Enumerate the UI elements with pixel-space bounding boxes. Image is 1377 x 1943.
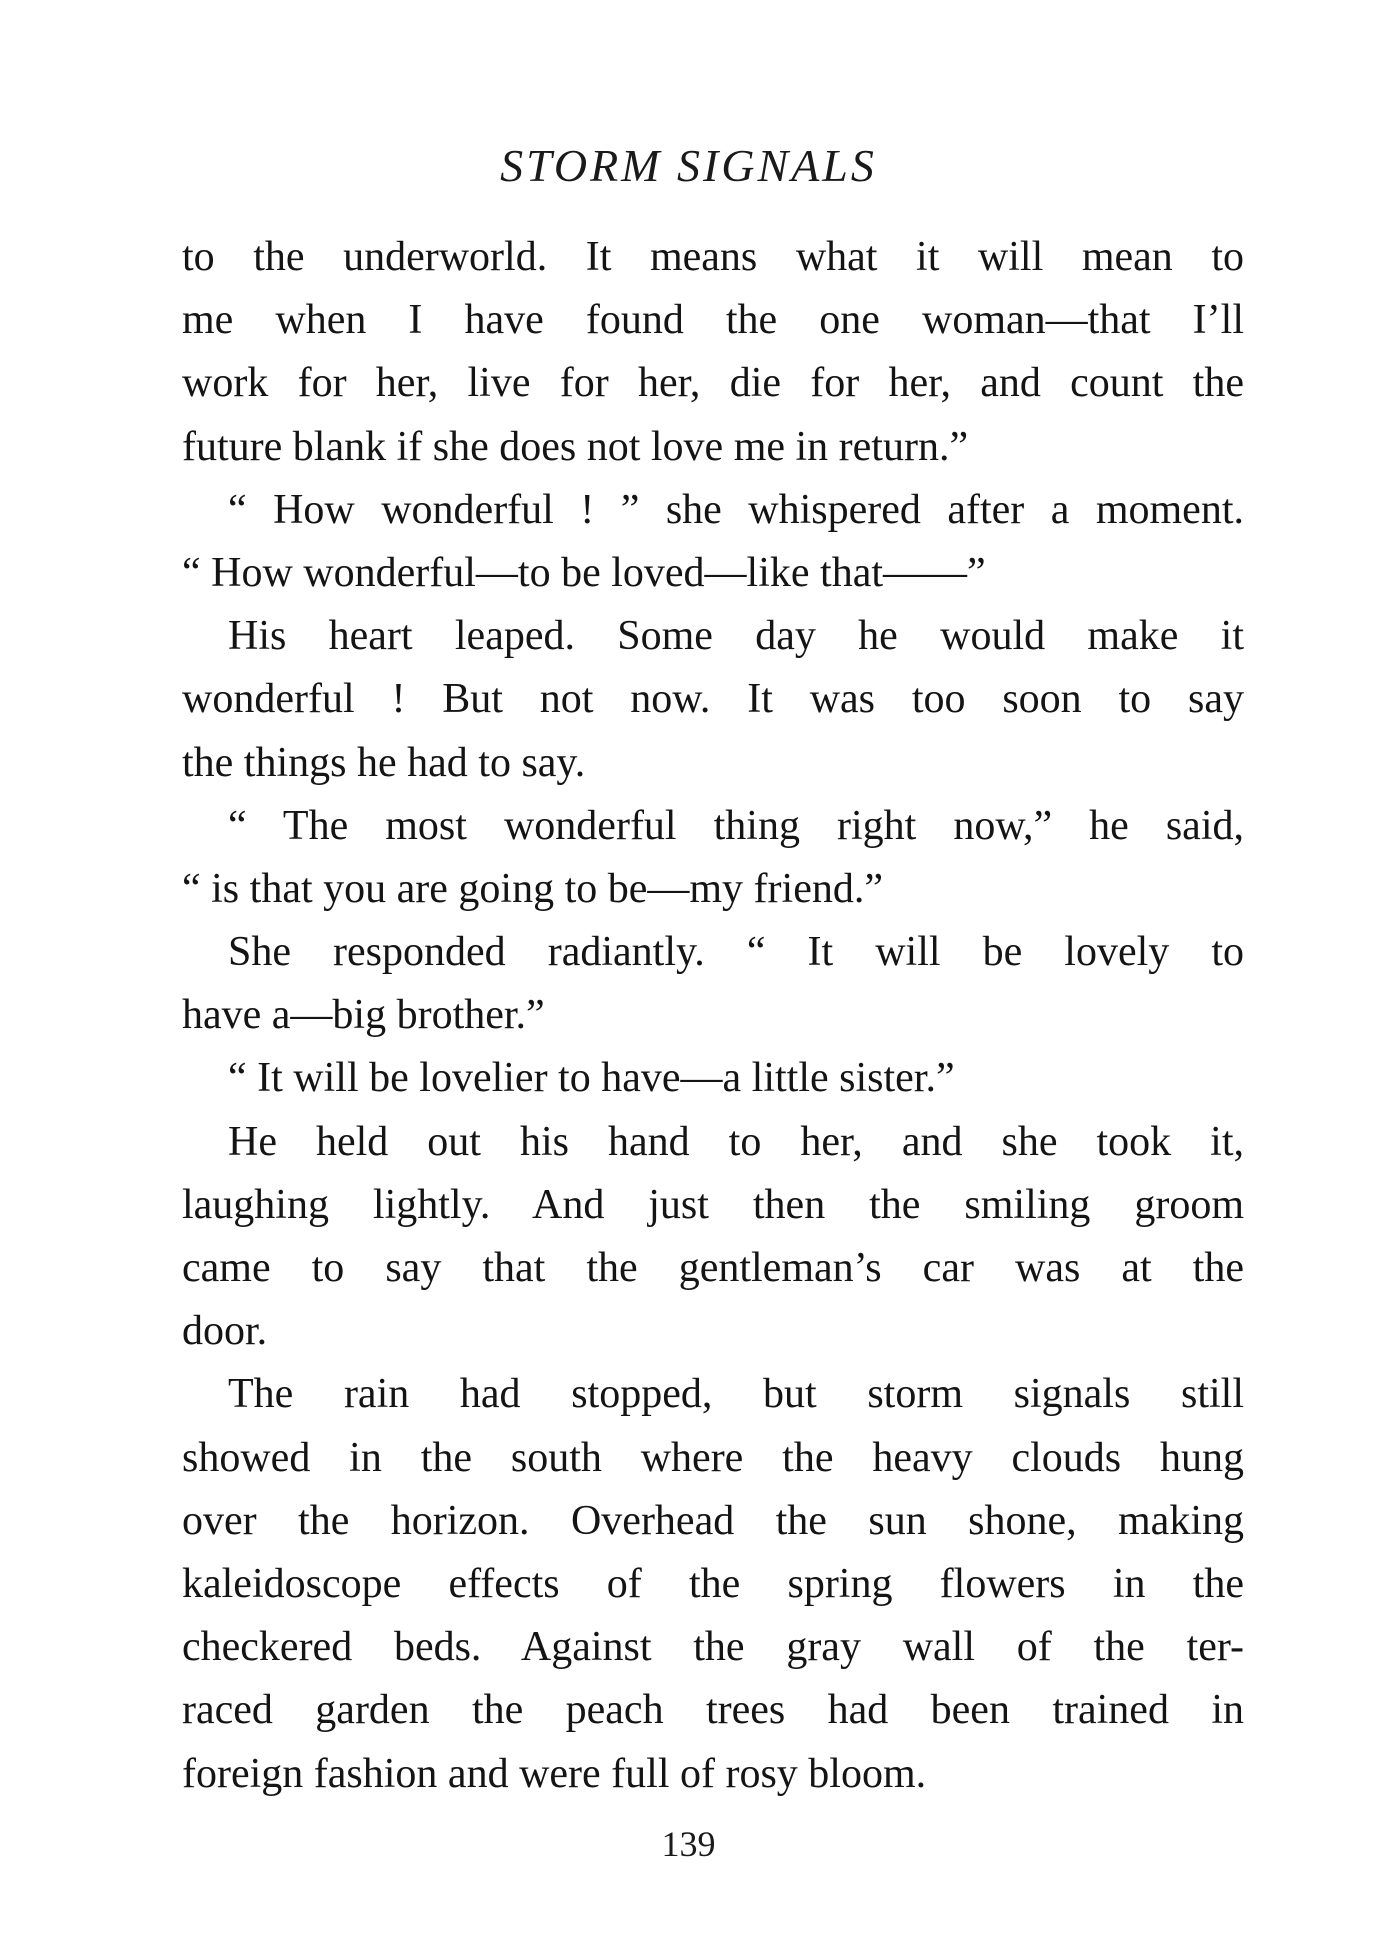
text-line: checkered beds. Against the gray wall of the ter- [182, 1624, 1244, 1671]
text-line: showed in the south where the heavy clouds hung [182, 1434, 1244, 1481]
text-line: The rain had stopped, but storm signals still [228, 1371, 1244, 1418]
body-text [182, 226, 1244, 1806]
text-line: to the underworld. It means what it will mean to [182, 234, 1244, 280]
running-head: STORM SIGNALS [500, 140, 877, 191]
text-line: raced garden the peach trees had been trained in [182, 1687, 1244, 1734]
text-line: “ The most wonderful thing right now,” he said, [228, 802, 1244, 849]
text-line: He held out his hand to her, and she took it, [228, 1118, 1244, 1165]
text-line: came to say that the gentleman’s car was at the [182, 1245, 1244, 1291]
text-line: future blank if she does not love me in return.” [182, 423, 969, 470]
text-line: His heart leaped. Some day he would make it [228, 613, 1244, 660]
text-line: “ is that you are going to be—my friend.” [182, 865, 883, 912]
text-line: kaleidoscope effects of the spring flowers in the [182, 1560, 1244, 1607]
text-line: the things he had to say. [182, 739, 586, 786]
text-line: She responded radiantly. “ It will be lovely to [228, 929, 1244, 976]
text-line: laughing lightly. And just then the smiling groom [182, 1181, 1244, 1228]
text-line: “ How wonderful ! ” she whispered after a moment. [228, 486, 1244, 533]
text-line: have a—big brother.” [182, 992, 545, 1039]
text-line: door. [182, 1308, 268, 1355]
text-line: “ How wonderful—to be loved—like that——” [182, 549, 986, 596]
text-line: wonderful ! But not now. It was too soon to say [182, 676, 1244, 723]
text-line: over the horizon. Overhead the sun shone, making [182, 1497, 1244, 1544]
text-line: work for her, live for her, die for her, and count the [182, 360, 1244, 407]
text-line: “ It will be lovelier to have—a little sister.” [228, 1055, 955, 1102]
text-line: me when I have found the one woman—that I’ll [182, 297, 1244, 344]
text-line: foreign fashion and were full of rosy bloom. [182, 1750, 927, 1797]
page-number: 139 [661, 1824, 716, 1864]
